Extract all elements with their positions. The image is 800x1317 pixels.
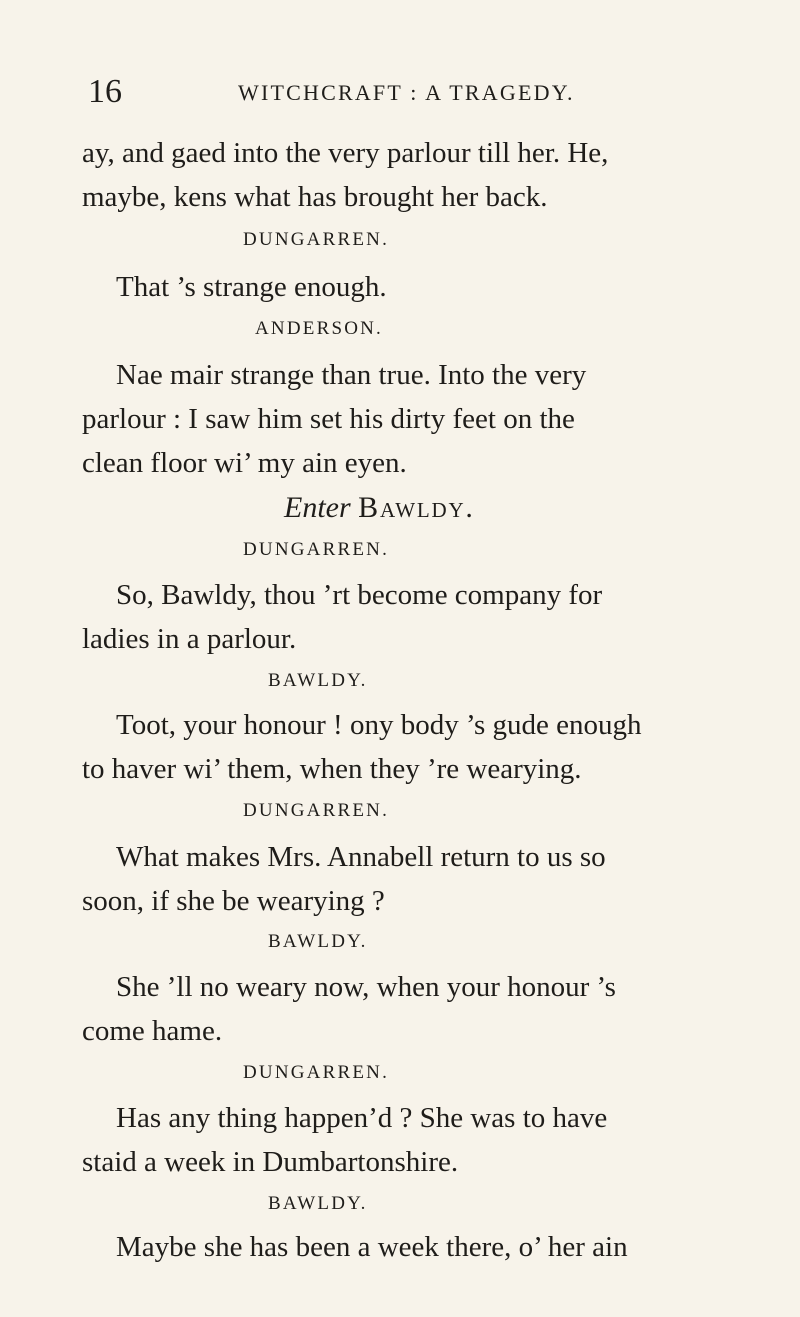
text-line: Has any thing happen’d ? She was to have (116, 1102, 608, 1134)
text-line: Maybe she has been a week there, o’ her ain (116, 1231, 628, 1263)
text-line: She ’ll no weary now, when your honour ’s (116, 971, 616, 1003)
enter-character: Bawldy. (358, 491, 475, 524)
running-title: WITCHCRAFT : A TRAGEDY. (238, 80, 575, 105)
text-line: Toot, your honour ! ony body ’s gude enough (116, 709, 642, 741)
enter-word: Enter (284, 491, 351, 524)
text-line: soon, if she be wearying ? (82, 885, 385, 917)
text-line: What makes Mrs. Annabell return to us so (116, 841, 606, 873)
stage-direction (284, 491, 475, 525)
text-line: staid a week in Dumbartonshire. (82, 1146, 459, 1178)
text-line: ladies in a parlour. (82, 623, 297, 655)
text-line: parlour : I saw him set his dirty feet on the (82, 403, 575, 435)
page-header (88, 72, 608, 112)
speaker-dungarren: DUNGARREN. (243, 1062, 390, 1083)
text-line: maybe, kens what has brought her back. (82, 181, 548, 213)
speaker-bawldy: BAWLDY. (268, 931, 368, 952)
speaker-bawldy: BAWLDY. (268, 670, 368, 691)
text-line: Nae mair strange than true. Into the very (116, 359, 587, 391)
text-line: come hame. (82, 1015, 223, 1047)
text-line: So, Bawldy, thou ’rt become company for (116, 579, 603, 611)
text-line: clean floor wi’ my ain eyen. (82, 447, 407, 479)
speaker-dungarren: DUNGARREN. (243, 800, 390, 821)
text-line: ay, and gaed into the very parlour till her. He, (82, 137, 609, 169)
speaker-anderson: ANDERSON. (255, 318, 384, 339)
speaker-dungarren: DUNGARREN. (243, 539, 390, 560)
text-line: to haver wi’ them, when they ’re wearying. (82, 753, 582, 785)
speaker-dungarren: DUNGARREN. (243, 229, 390, 250)
page-number: 16 (88, 73, 122, 110)
speaker-bawldy: BAWLDY. (268, 1193, 368, 1214)
text-line: That ’s strange enough. (116, 271, 387, 303)
